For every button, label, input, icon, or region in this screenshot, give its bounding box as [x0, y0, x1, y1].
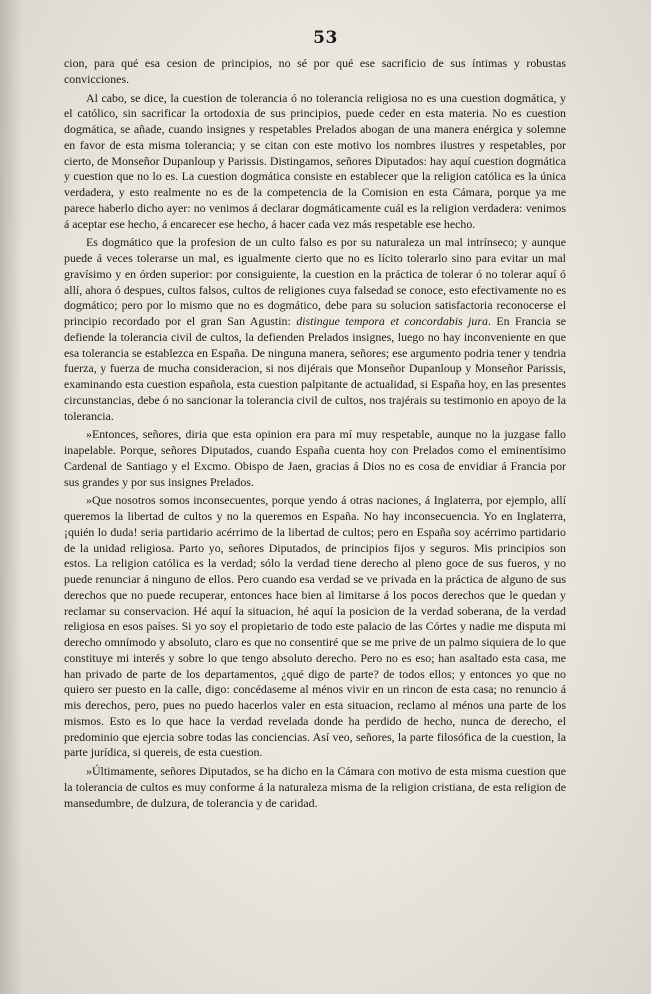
- page-edge-shadow: [0, 0, 22, 994]
- paragraph-text: »Que nosotros somos inconsecuentes, porque yendo á otras naciones, á Inglaterra, por ejemplo, allí queremos la libertad de cultos y no la queremos en España. No hay inconsecuencia. Yo en Inglaterra, ¡quién lo duda! seria partidario acérrimo de la libertad de cultos; pero en España soy acérrimo partidario de la unidad religiosa. Parto yo, señores Diputados, de principios fijos y seguros. Mis principios son estos. La religion católica es la verdad; sólo la verdad tiene derecho al pleno goce de sus fueros, y no puede renunciar á ninguno de ellos. Pero cuando esa verdad se ve privada en la práctica de alguno de sus derechos que no puede recuperar, entonces hace bien al limitarse á los pocos derechos que le quedan y reclamar su conservacion. Hé aquí la situacion, hé aquí la posicion de la verdad soberana, de la verdad religiosa en esos países. Si yo soy el propietario de todo este palacio de las Córtes y nadie me disputa mi derecho omnímodo y absoluto, claro es que no consentiré que se me prive de un palmo siquiera de lo que constituye mi interés y sobre lo que tengo absoluto derecho. Pero no es eso; han asaltado esta casa, me han privado de parte de los departamentos, ¿qué digo de parte? de todos ellos; y entonces yo que no quiero ser puesto en la calle, digo: concédaseme al ménos vivir en un rincon de esta casa; no renuncio á mis derechos, pero, pues no puedo hacerlos valer en esta situacion, reclamo al ménos una parte de los mismos. Esto es lo que hace la verdad revelada donde ha perdido de hecho, nunca de derecho, el predominio que ejercia sobre todas las conciencias. Así veo, señores, la parte filosófica de la cuestion, la parte jurídica, si quereis, de esta cuestion.: [64, 493, 566, 760]
- paragraph-text: cion, para qué esa cesion de principios, no sé por qué ese sacrificio de sus íntimas y robustas convicciones.: [64, 56, 566, 86]
- paragraph: [64, 91, 566, 233]
- body-text: [64, 56, 566, 811]
- paragraph-text: . En Francia se defiende la tolerancia civil de cultos, la defienden Prelados insignes, luego no hay inconveniente en que esa tolerancia se establezca en España. De ninguna manera, señores; ese argumento podria tener y tendria fuerza, y fuerza de mucha consideracion, si nos dijérais que Monseñor Dupanloup y Monseñor Parissis, examinando esta cuestion española, esta cuestion palpitante de actualidad, si España hoy, en las presentes circunstancias, debe ó no sancionar la tolerancia civil de cultos, nos trajérais su testimonio en apoyo de la tolerancia.: [64, 314, 566, 423]
- paragraph: [64, 427, 566, 490]
- paragraph: [64, 764, 566, 811]
- paragraph-text: Al cabo, se dice, la cuestion de tolerancia ó no tolerancia religiosa no es una cuestion dogmática, y el católico, sin sacrificar la ortodoxia de sus principios, puede ceder en esta materia. No es cuestion dogmática, se añade, cuando insignes y respetables Prelados abogan de una manera enérgica y solemne en favor de esta misma tolerancia; y se citan con este motivo los nombres ilustres y respetables, por cierto, de Monseñor Dupanloup y Parissis. Distingamos, señores Diputados: hay aquí cuestion dogmática y cuestion que no lo es. La cuestion dogmática consiste en establecer que la religion católica es la única verdadera, y esto realmente no es de la competencia de la Comision en esta Cámara, porque ya me parece haberlo dicho ayer: no venimos á declarar dogmáticamente cuál es la religion verdadera: venimos á aceptar ese hecho, á encarecer ese hecho, á hacer cada vez más respetable ese hecho.: [64, 90, 566, 231]
- paragraph: [64, 235, 566, 424]
- latin-quote: distingue tempora et concordabis jura: [296, 314, 488, 328]
- paragraph: [64, 493, 566, 761]
- paragraph: [64, 56, 566, 88]
- paragraph-text: Es dogmático que la profesion de un culto falso es por su naturaleza un mal intrínseco; y aunque puede á veces tolerarse un mal, es igualmente cierto que no es lícito tolerarlo sino para evitar un mal gravísimo y en órden superior: por consiguiente, la cuestion en la práctica de tolerar ó no tolerar aquí ó allí, ahora ó despues, cultos falsos, cultos de religiones cuya falsedad se conoce, esto efectivamente no es dogmático; pero por lo mismo que no es dogmático, debe para su solucion satisfactoria reconocerse el principio recordado por el gran San Agustin:: [64, 235, 566, 328]
- paragraph-text: »Entonces, señores, diria que esta opinion era para mí muy respetable, aunque no la juzgase fallo inapelable. Porque, señores Diputados, cuando España cuenta hoy con Prelados como el eminentísimo Cardenal de Santiago y el Excmo. Obispo de Jaen, gracias á Dios no es cosa de envidiar á Francia por sus grandes y por sus insignes Prelados.: [64, 427, 566, 489]
- page-number: 53: [313, 28, 338, 48]
- paragraph-text: »Últimamente, señores Diputados, se ha dicho en la Cámara con motivo de esta misma cuestion que la tolerancia de cultos es muy conforme á la naturaleza misma de la religion cristiana, de esta religion de mansedumbre, de dulzura, de tolerancia y de caridad.: [64, 764, 566, 810]
